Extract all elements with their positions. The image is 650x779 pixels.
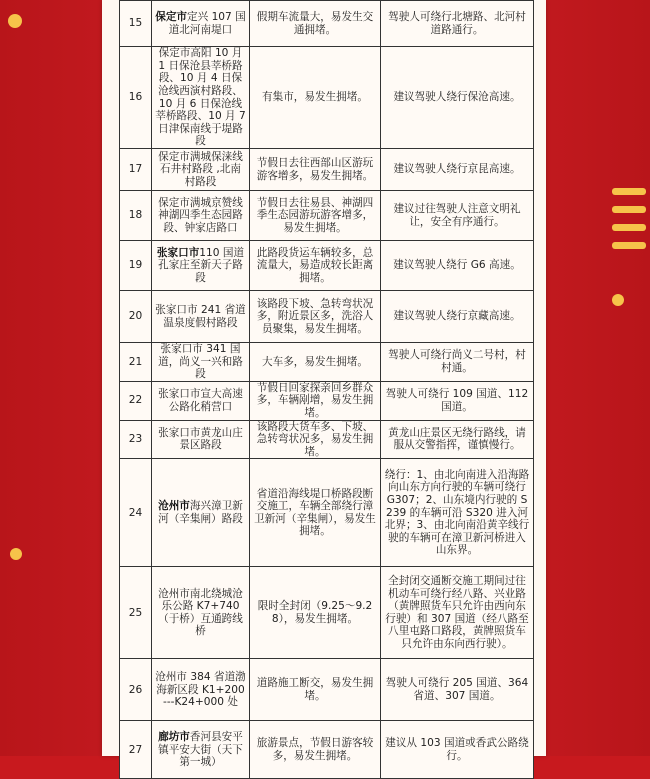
row-number: 21 [120,343,152,382]
advice-cell: 建议驾驶人绕行京昆高速。 [381,149,534,191]
row-number: 27 [120,721,152,779]
reason-cell: 该路段下坡、急转弯状况多，附近景区多，洗浴人员聚集，易发生拥堵。 [250,291,381,343]
row-number: 18 [120,191,152,241]
table-row [120,459,534,567]
congestion-table [119,0,534,779]
row-number: 24 [120,459,152,567]
location-cell: 张家口市 241 省道温泉度假村路段 [152,291,250,343]
table-row [120,47,534,149]
advice-cell: 建议驾驶人绕行京藏高速。 [381,291,534,343]
city-name: 张家口市 [156,246,200,259]
decorative-bar [612,206,646,213]
advice-cell: 绕行：1、由北向南进入沿海路向山东方向行驶的车辆可绕行 G307；2、山东境内行驶的 S239 的车辆可沿 S320 进入河北界；3、由北向南沿黄辛线行驶的车辆可在漳卫新河桥进入山东界。 [381,459,534,567]
advice-cell: 驾驶人可绕行尚义二号村，村村通。 [381,343,534,382]
advice-cell: 建议驾驶人绕行 G6 高速。 [381,241,534,291]
location-text: 110 国道孔家庄至新天子路段 [158,246,245,284]
advice-cell: 建议过往驾驶人注意文明礼让，安全有序通行。 [381,191,534,241]
table-row [120,567,534,659]
row-number: 25 [120,567,152,659]
table-row [120,659,534,721]
location-cell: 沧州市 384 省道渤海新区段 K1+200---K24+000 处 [152,659,250,721]
reason-cell: 节假日去往易县、神湖四季生态园游玩游客增多，易发生拥堵。 [250,191,381,241]
location-cell [152,241,250,291]
table-row [120,291,534,343]
advice-cell: 建议驾驶人绕行保沧高速。 [381,47,534,149]
advice-cell: 建议从 103 国道或香武公路绕行。 [381,721,534,779]
decorative-bar [612,242,646,249]
table-row [120,721,534,779]
table-row [120,381,534,420]
row-number: 22 [120,381,152,420]
row-number: 19 [120,241,152,291]
location-text: 香河县安平镇平安大街（天下第一城） [158,730,243,769]
reason-cell: 有集市，易发生拥堵。 [250,47,381,149]
location-cell: 沧州市南北绕城沧乐公路 K7+740（于桥）互通跨线桥 [152,567,250,659]
row-number: 15 [120,1,152,47]
city-name: 沧州市 [158,500,190,513]
advice-cell: 黄龙山庄景区无绕行路线，请服从交警指挥，谨慎慢行。 [381,420,534,459]
location-text: 海兴漳卫新河（辛集闸）路段 [158,500,243,525]
location-cell: 保定市满城保涞线石井村路段 ,北南村路段 [152,149,250,191]
row-number: 16 [120,47,152,149]
reason-cell: 大车多，易发生拥堵。 [250,343,381,382]
reason-cell: 限时全封闭（9.25～9.28），易发生拥堵。 [250,567,381,659]
location-cell [152,721,250,779]
reason-cell: 假期车流量大，易发生交通拥堵。 [250,1,381,47]
decorative-dot [8,14,22,28]
table-row [120,191,534,241]
reason-cell: 此路段货运车辆较多，总流量大，易造成较长距离拥堵。 [250,241,381,291]
advice-cell: 驾驶人可绕行北塘路、北河村道路通行。 [381,1,534,47]
city-name: 保定市 [155,10,188,23]
advice-cell: 驾驶人可绕行 109 国道、112 国道。 [381,381,534,420]
location-cell: 张家口市黄龙山庄景区路段 [152,420,250,459]
row-number: 23 [120,420,152,459]
location-cell: 张家口市宣大高速公路化稍营口 [152,381,250,420]
decorative-bar [612,224,646,231]
row-number: 17 [120,149,152,191]
location-text: 定兴 107 国道北河南堤口 [168,10,246,36]
table-row [120,420,534,459]
decorative-bar [612,188,646,195]
table-row [120,241,534,291]
location-cell [152,1,250,47]
reason-cell: 省道沿海线堤口桥路段断交施工，车辆全部绕行漳卫新河（辛集闸），易发生拥堵。 [250,459,381,567]
decorative-dot [10,548,22,560]
location-cell [152,459,250,567]
row-number: 20 [120,291,152,343]
location-cell: 保定市满城京赞线神湖四季生态园路段、钟家店路口 [152,191,250,241]
advice-cell: 驾驶人可绕行 205 国道、364 省道、307 国道。 [381,659,534,721]
table-row [120,343,534,382]
advice-cell: 全封闭交通断交施工期间过往机动车可绕行经八路、兴业路（黄牌照货车只允许由西向东行驶）和 307 国道（经八路至八里屯路口路段，黄牌照货车只允许由东向西行驶）。 [381,567,534,659]
location-cell: 张家口市 341 国道，尚义一兴和路段 [152,343,250,382]
decorative-dot [612,294,624,306]
reason-cell: 节假日回家探亲回乡群众多，车辆剐增，易发生拥堵。 [250,381,381,420]
reason-cell: 道路施工断交，易发生拥堵。 [250,659,381,721]
reason-cell: 节假日去往西部山区游玩游客增多，易发生拥堵。 [250,149,381,191]
row-number: 26 [120,659,152,721]
reason-cell: 该路段大货车多、下坡、急转弯状况多，易发生拥堵。 [250,420,381,459]
location-cell: 保定市高阳 10 月 1 日保沧县莘桥路段、10 月 4 日保沧线西演村路段、10 月 6 日保沧线莘桥路段、10 月 7 日津保南线于堤路段 [152,47,250,149]
table-row [120,149,534,191]
city-name: 廊坊市 [158,730,190,743]
reason-cell: 旅游景点，节假日游客较多，易发生拥堵。 [250,721,381,779]
table-row [120,1,534,47]
